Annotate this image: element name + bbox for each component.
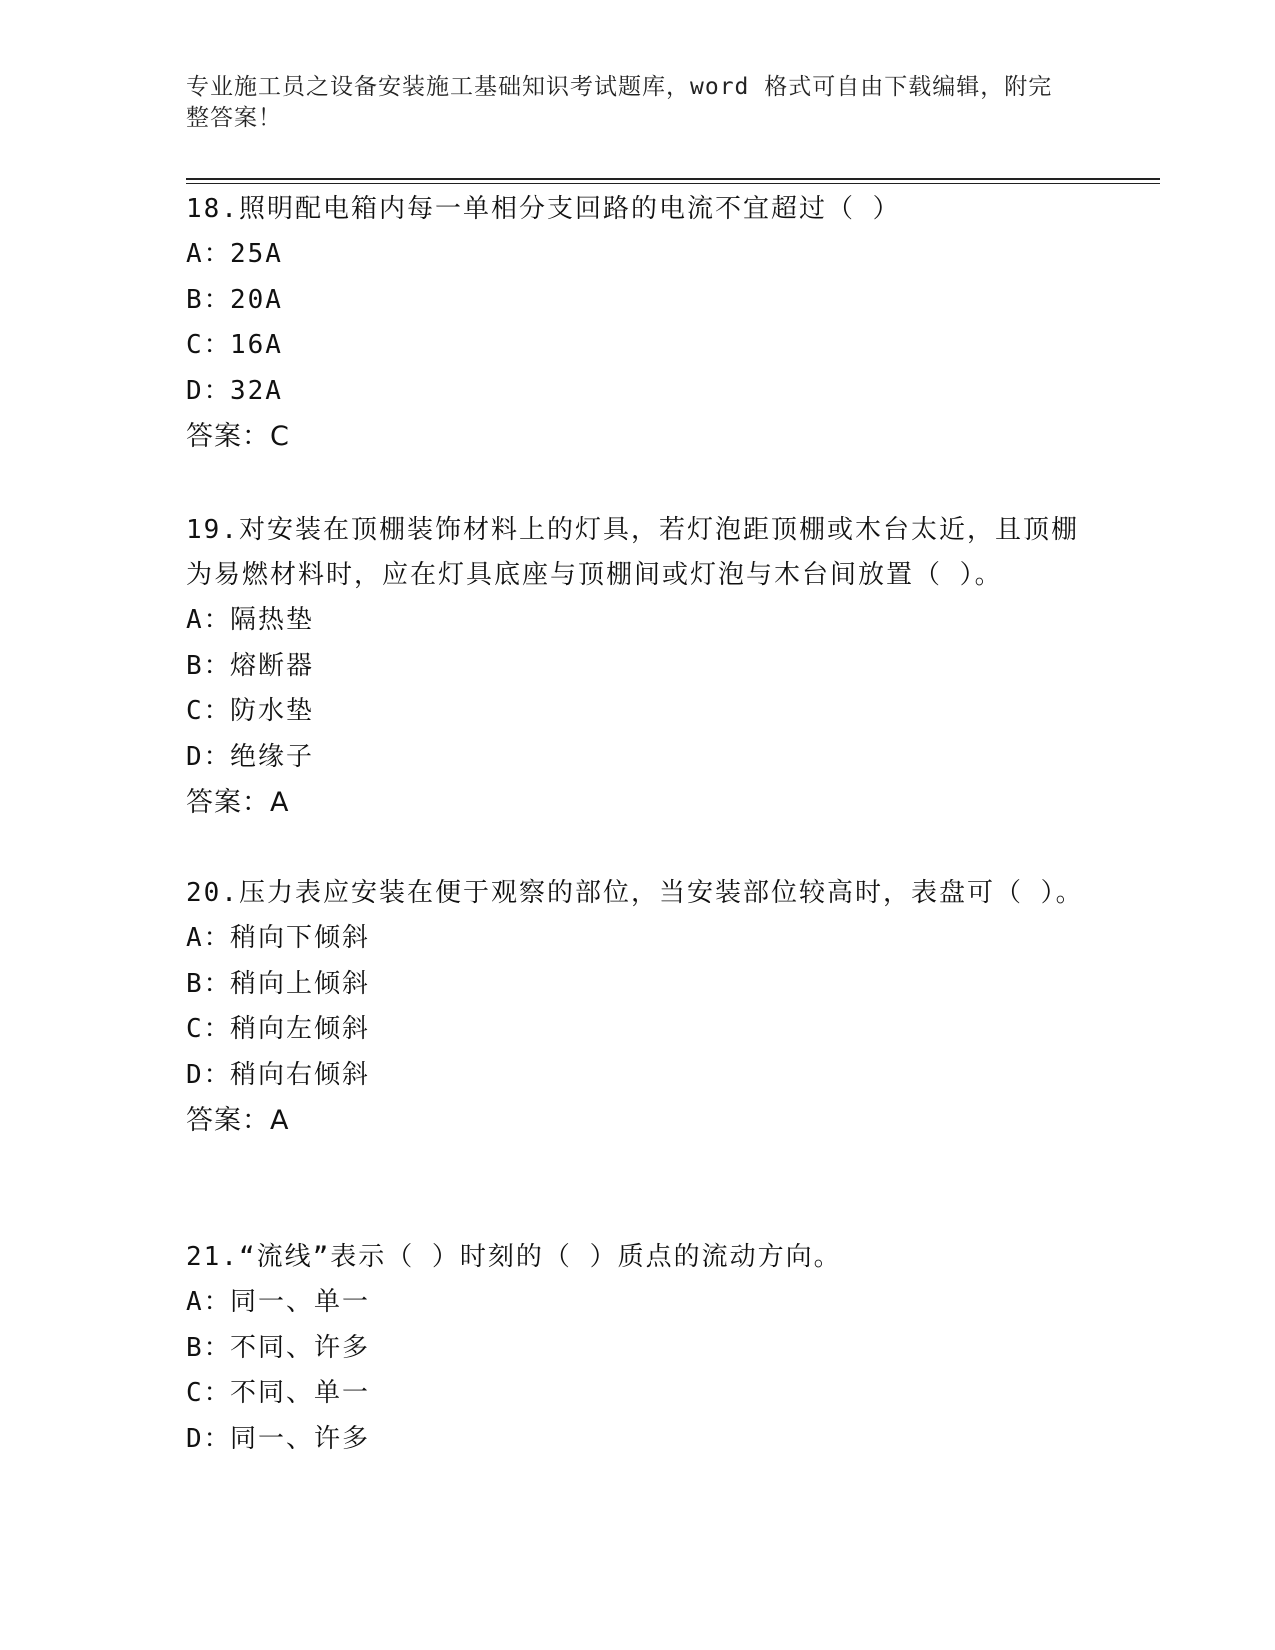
option-key: A： [186,239,232,269]
header-divider [186,178,1160,180]
option-key: A： [186,923,232,953]
answer-label: 答案：A [186,787,290,818]
option-c [186,689,1086,735]
question-20 [186,871,1086,1144]
question-text: 18.照明配电箱内每一单相分支回路的电流不宜超过（ ） [186,194,901,224]
option-text: 防水垫 [230,696,315,726]
option-text: 稍向上倾斜 [230,968,371,999]
option-text: 稍向下倾斜 [230,923,371,953]
question-text: 21.“流线”表示（ ）时刻的（ ）质点的流动方向。 [186,1242,842,1272]
option-a [186,232,1086,278]
question-text: 20.压力表应安装在便于观察的部位，当安装部位较高时，表盘可（ ）。 [186,878,1084,908]
option-text: 绝缘子 [230,741,315,772]
option-text: 稍向右倾斜 [230,1059,371,1090]
option-key: A： [186,605,232,635]
document-header: 专业施工员之设备安装施工基础知识考试题库，word 格式可自由下载编辑，附完整答案！ [186,74,1053,131]
option-text: 稍向左倾斜 [230,1014,371,1044]
answer-label: 答案：A [186,1105,290,1136]
option-text: 不同、许多 [230,1332,371,1363]
option-a [186,916,1086,962]
option-text: 隔热垫 [230,605,315,635]
option-text: 16A [230,330,283,360]
option-text: 不同、单一 [230,1378,371,1408]
option-b [186,962,1086,1008]
option-d [186,735,1086,781]
option-text: 同一、单一 [230,1287,371,1317]
option-text: 32A [230,375,283,406]
option-c [186,1371,1086,1417]
option-key: D： [186,1059,232,1090]
option-key: C： [186,1014,232,1044]
option-key: A： [186,1287,232,1317]
option-key: D： [186,1423,232,1454]
header-divider-thin [186,183,1160,184]
answer-label: 答案：C [186,421,290,452]
option-a [186,598,1086,644]
option-c [186,1007,1086,1053]
option-a [186,1280,1086,1326]
option-text: 20A [230,284,283,315]
option-d [186,369,1086,415]
question-19 [186,508,1086,826]
question-18 [186,187,1086,460]
option-text: 熔断器 [230,650,315,681]
question-21 [186,1235,1086,1462]
option-key: D： [186,375,232,406]
option-key: B： [186,284,232,315]
option-c [186,323,1086,369]
option-key: B： [186,650,232,681]
option-b [186,278,1086,324]
option-key: B： [186,968,232,999]
option-key: C： [186,696,232,726]
option-key: C： [186,1378,232,1408]
option-b [186,644,1086,690]
option-d [186,1053,1086,1099]
option-key: B： [186,1332,232,1363]
question-text: 19.对安装在顶棚装饰材料上的灯具，若灯泡距顶棚或木台太近，且顶棚为易燃材料时，应在灯具底座与顶棚间或灯泡与木台间放置（ ）。 [186,515,1079,590]
option-text: 25A [230,239,283,269]
option-key: C： [186,330,232,360]
option-key: D： [186,741,232,772]
option-d [186,1417,1086,1463]
option-text: 同一、许多 [230,1423,371,1454]
option-b [186,1326,1086,1372]
